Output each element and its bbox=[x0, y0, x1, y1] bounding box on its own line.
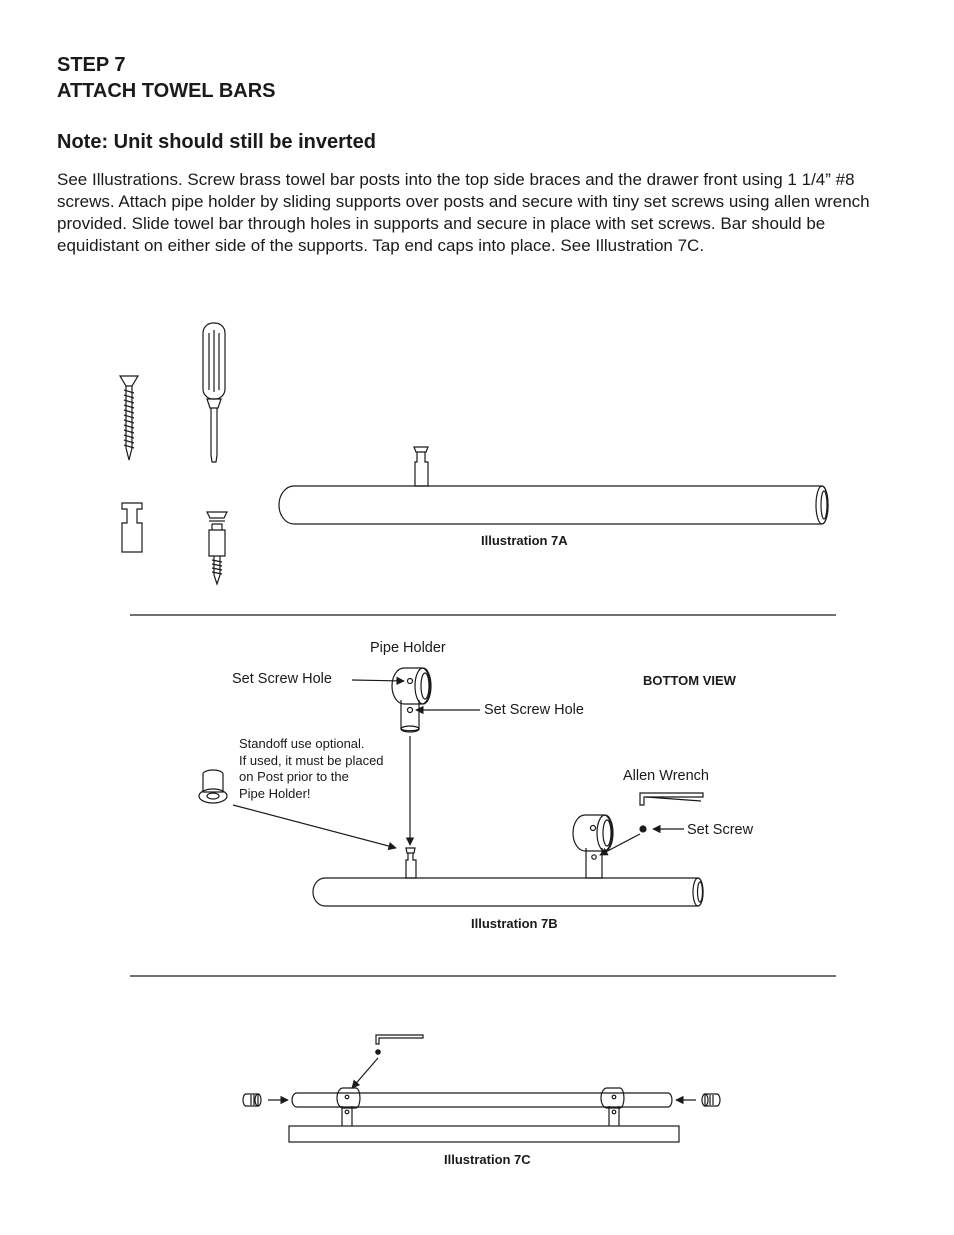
standoff-note-line: on Post prior to the bbox=[239, 769, 349, 784]
end-cap-icon bbox=[122, 503, 142, 552]
standoff-arrow bbox=[233, 805, 396, 848]
end-cap-right-icon bbox=[702, 1094, 720, 1106]
set-screw-label: Set Screw bbox=[687, 822, 754, 838]
illustration-7b-caption: Illustration 7B bbox=[471, 916, 558, 931]
standoff-icon bbox=[199, 770, 227, 803]
towel-bar-7a bbox=[279, 447, 828, 524]
bottom-view-label: BOTTOM VIEW bbox=[643, 673, 736, 688]
standoff-note bbox=[239, 736, 384, 802]
step-number: STEP 7 bbox=[57, 54, 126, 76]
screw-insert-arrow bbox=[600, 834, 640, 855]
wrench-arrow-7c bbox=[352, 1058, 378, 1088]
standoff-note-line: Pipe Holder! bbox=[239, 785, 311, 801]
step-heading: ATTACH TOWEL BARS bbox=[57, 80, 276, 102]
set-screw-hole-label-right: Set Screw Hole bbox=[484, 702, 584, 718]
small-allen-wrench-icon bbox=[376, 1035, 423, 1054]
note-heading: Note: Unit should still be inverted bbox=[57, 131, 376, 153]
allen-wrench-icon bbox=[640, 793, 703, 805]
pipe-holder-icon bbox=[392, 668, 431, 732]
instructions-paragraph: See Illustrations. Screw brass towel bar posts into the top side braces and the drawer front using 1 1/4” #8 screws. Attach pipe holder by sliding supports over posts and secure with tiny set screws using allen wrench provided. Slide towel bar through holes in supports and secure in place with set screws. Bar should be equidistant on either side of the supports. Tap end caps into place. See Illustration 7C. bbox=[57, 170, 870, 255]
standoff-note-line: Standoff use optional. bbox=[239, 736, 365, 751]
illustration-7a-caption: Illustration 7A bbox=[481, 533, 568, 548]
illustration-7c-caption: Illustration 7C bbox=[444, 1152, 531, 1167]
end-cap-left-icon bbox=[243, 1094, 261, 1106]
towel-bar-post-icon bbox=[207, 512, 227, 584]
pipe-holder-label: Pipe Holder bbox=[370, 640, 446, 656]
screwdriver-icon bbox=[203, 323, 225, 462]
standoff-note-line: If used, it must be placed bbox=[239, 752, 384, 768]
set-screw-hole-arrow-left bbox=[352, 680, 404, 681]
towel-bar-assembled-7c bbox=[289, 1088, 679, 1142]
wood-screw-icon bbox=[120, 376, 138, 460]
allen-wrench-label: Allen Wrench bbox=[623, 768, 709, 784]
set-screw-icon bbox=[640, 826, 646, 832]
set-screw-hole-label-left: Set Screw Hole bbox=[232, 671, 332, 687]
